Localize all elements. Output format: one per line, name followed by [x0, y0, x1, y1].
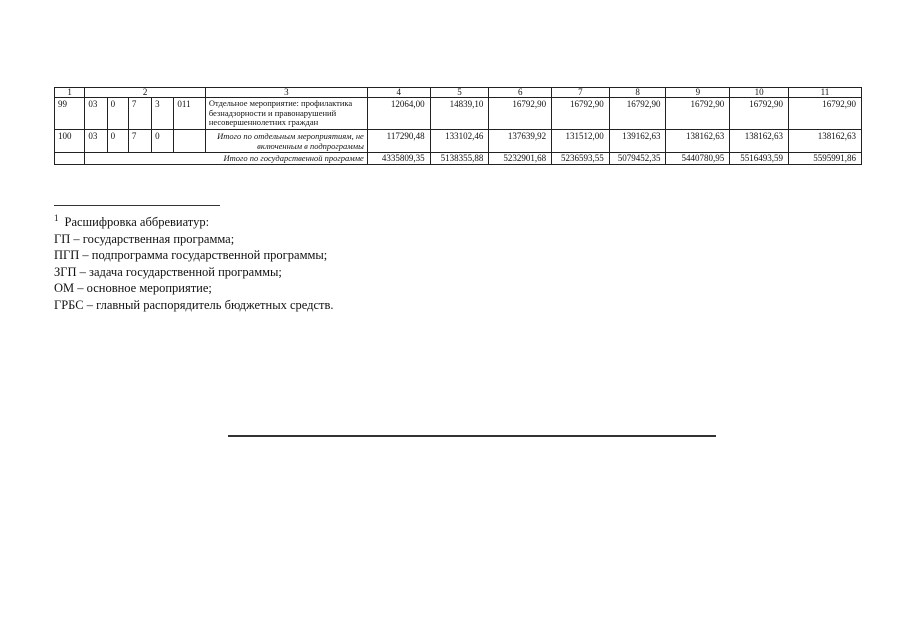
footnote-title: Расшифровка аббревиатур: — [64, 215, 210, 229]
table-row — [55, 129, 862, 152]
value-cell: 16792,90 — [788, 98, 861, 130]
value-cell: 16792,90 — [489, 98, 552, 130]
total-value: 4335809,35 — [367, 152, 430, 164]
footnote-title-line — [54, 210, 334, 231]
value-cell: 16792,90 — [666, 98, 730, 130]
header-cell: 6 — [489, 88, 552, 98]
abbreviation-item: ПГП – подпрограмма государственной программы; — [54, 248, 328, 262]
code-cell: 0 — [152, 129, 174, 152]
code-cell: 0 — [107, 129, 128, 152]
value-cell: 14839,10 — [430, 98, 489, 130]
header-cell: 2 — [85, 88, 205, 98]
budget-table — [54, 87, 862, 165]
abbreviation-item: ОМ – основное мероприятие; — [54, 281, 212, 295]
value-cell: 117290,48 — [367, 129, 430, 152]
total-value: 5232901,68 — [489, 152, 552, 164]
total-value: 5079452,35 — [609, 152, 666, 164]
code-cell: 3 — [152, 98, 174, 130]
abbreviation-item: ЗГП – задача государственной программы; — [54, 264, 282, 279]
code-cell: 0 — [107, 98, 128, 130]
total-value: 5516493,59 — [730, 152, 789, 164]
footnote-marker: 1 — [54, 213, 59, 223]
abbreviation-item: ГРБС – главный распорядитель бюджетных средств. — [54, 297, 334, 312]
value-cell: 12064,00 — [367, 98, 430, 130]
subtotal-label: Итого по отдельным мероприятиям, не включенным в подпрограммы — [205, 129, 367, 152]
total-label: Итого по государственной программе — [85, 152, 367, 164]
row-number: 100 — [55, 129, 85, 152]
code-cell: 03 — [85, 129, 107, 152]
header-cell: 10 — [730, 88, 789, 98]
total-value: 5440780,95 — [666, 152, 730, 164]
value-cell: 138162,63 — [730, 129, 789, 152]
code-cell: 7 — [128, 129, 151, 152]
header-cell: 9 — [666, 88, 730, 98]
document-end-rule — [228, 435, 716, 437]
header-cell: 5 — [430, 88, 489, 98]
value-cell: 139162,63 — [609, 129, 666, 152]
table-row — [55, 98, 862, 130]
row-number: 99 — [55, 98, 85, 130]
header-cell: 7 — [552, 88, 610, 98]
code-cell — [174, 129, 205, 152]
header-cell: 8 — [609, 88, 666, 98]
total-value: 5236593,55 — [552, 152, 610, 164]
item-name: Отдельное мероприятие: профилактика безнадзорности и правонарушений несовершеннолетних граждан — [205, 98, 367, 130]
abbreviation-item: ГП – государственная программа; — [54, 231, 235, 246]
code-cell: 03 — [85, 98, 107, 130]
value-cell: 16792,90 — [552, 98, 610, 130]
header-cell: 1 — [55, 88, 85, 98]
value-cell: 138162,63 — [666, 129, 730, 152]
header-cell: 3 — [205, 88, 367, 98]
header-cell: 4 — [367, 88, 430, 98]
table-header-row — [55, 88, 862, 98]
value-cell: 138162,63 — [788, 129, 861, 152]
empty-cell — [55, 152, 85, 164]
value-cell: 133102,46 — [430, 129, 489, 152]
total-row — [55, 152, 862, 164]
code-cell: 011 — [174, 98, 205, 130]
header-cell: 11 — [788, 88, 861, 98]
value-cell: 137639,92 — [489, 129, 552, 152]
total-value: 5595991,86 — [788, 152, 861, 164]
value-cell: 16792,90 — [609, 98, 666, 130]
code-cell: 7 — [128, 98, 151, 130]
footnote-divider — [54, 205, 220, 206]
value-cell: 16792,90 — [730, 98, 789, 130]
value-cell: 131512,00 — [552, 129, 610, 152]
total-value: 5138355,88 — [430, 152, 489, 164]
abbreviations-footnote — [54, 210, 334, 313]
